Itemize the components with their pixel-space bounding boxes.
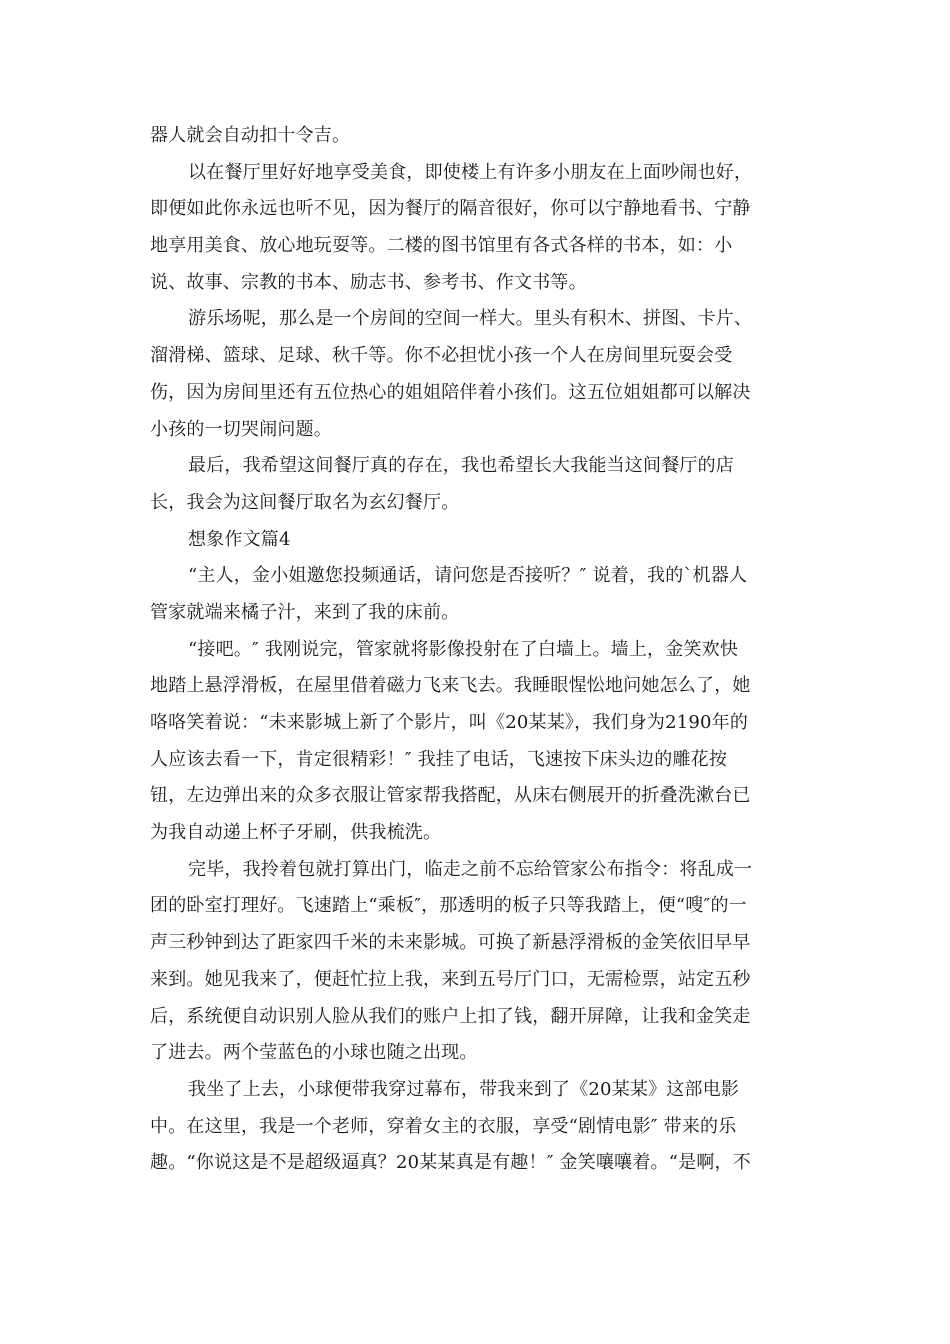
text-line: 地享用美食、放心地玩耍等。二楼的图书馆里有各式各样的书本，如：小 (150, 235, 733, 257)
text-line: 趣。“你说这是不是超级逼真？20某某真是有趣！″ 金笑嚷嚷着。“是啊，不 (150, 1152, 751, 1174)
text-line: 管家就端来橘子汁，来到了我的床前。 (150, 601, 460, 623)
document-body (150, 118, 795, 1182)
text-line: “接吧。″ 我刚说完，管家就将影像投射在了白墙上。墙上，金笑欢快 (188, 638, 739, 660)
text-line: 为我自动递上杯子牙刷，供我梳洗。 (150, 822, 442, 844)
text-line: 伤，因为房间里还有五位热心的姐姐陪伴着小孩们。这五位姐姐都可以解决 (150, 381, 751, 403)
text-line: 器人就会自动扣十令吉。 (150, 125, 351, 146)
text-line: 想象作文篇4 (188, 528, 291, 550)
text-line: 小孩的一切哭闹问题。 (150, 418, 332, 440)
text-line: 后，系统便自动识别人脸从我们的账户上扣了钱，翻开屏障，让我和金笑走 (150, 1005, 751, 1027)
text-line: 咯咯笑着说：“未来影城上新了个影片，叫《20某某》，我们身为2190年的 (150, 712, 749, 733)
text-line: 地踏上悬浮滑板，在屋里借着磁力飞来飞去。我睡眼惺忪地问她怎么了，她 (150, 675, 751, 697)
text-line: 来到。她见我来了，便赶忙拉上我，来到五号厅门口，无需检票，站定五秒 (150, 968, 751, 990)
text-line: 中。在这里，我是一个老师，穿着女主的衣服，享受“剧情电影″ 带来的乐 (150, 1115, 737, 1137)
text-line: 人应该去看一下，肯定很精彩！″ 我挂了电话，飞速按下床头边的雕花按 (150, 748, 728, 770)
text-line: 完毕，我拎着包就打算出门，临走之前不忘给管家公布指令：将乱成一 (188, 858, 753, 880)
text-line: 了进去。两个莹蓝色的小球也随之出现。 (150, 1042, 478, 1064)
text-line: 长，我会为这间餐厅取名为玄幻餐厅。 (150, 491, 460, 513)
text-line: 最后，我希望这间餐厅真的存在，我也希望长大我能当这间餐厅的店 (188, 455, 734, 477)
text-line: “主人，金小姐邀您投频通话，请问您是否接听？″ 说着，我的`机器人 (188, 565, 748, 587)
text-line: 钮，左边弹出来的众多衣服让管家帮我搭配，从床右侧展开的折叠洗漱台已 (150, 785, 751, 807)
text-line: 团的卧室打理好。飞速踏上“乘板″，那透明的板子只等我踏上，便“嗖″的一 (150, 895, 747, 917)
text-line: 以在餐厅里好好地享受美食，即使楼上有许多小朋友在上面吵闹也好， (188, 161, 753, 183)
text-line: 溜滑梯、篮球、足球、秋千等。你不必担忧小孩一个人在房间里玩耍会受 (150, 345, 733, 367)
text-line: 声三秒钟到达了距家四千米的未来影城。可换了新悬浮滑板的金笑依旧早早 (150, 932, 751, 954)
text-line: 游乐场呢，那么是一个房间的空间一样大。里头有积木、拼图、卡片、 (188, 308, 753, 330)
text-line: 说、故事、宗教的书本、励志书、参考书、作文书等。 (150, 271, 587, 293)
text-line: 即便如此你永远也听不见，因为餐厅的隔音很好，你可以宁静地看书、宁静 (150, 198, 751, 220)
text-line: 我坐了上去，小球便带我穿过幕布，带我来到了《20某某》这部电影 (188, 1078, 740, 1100)
